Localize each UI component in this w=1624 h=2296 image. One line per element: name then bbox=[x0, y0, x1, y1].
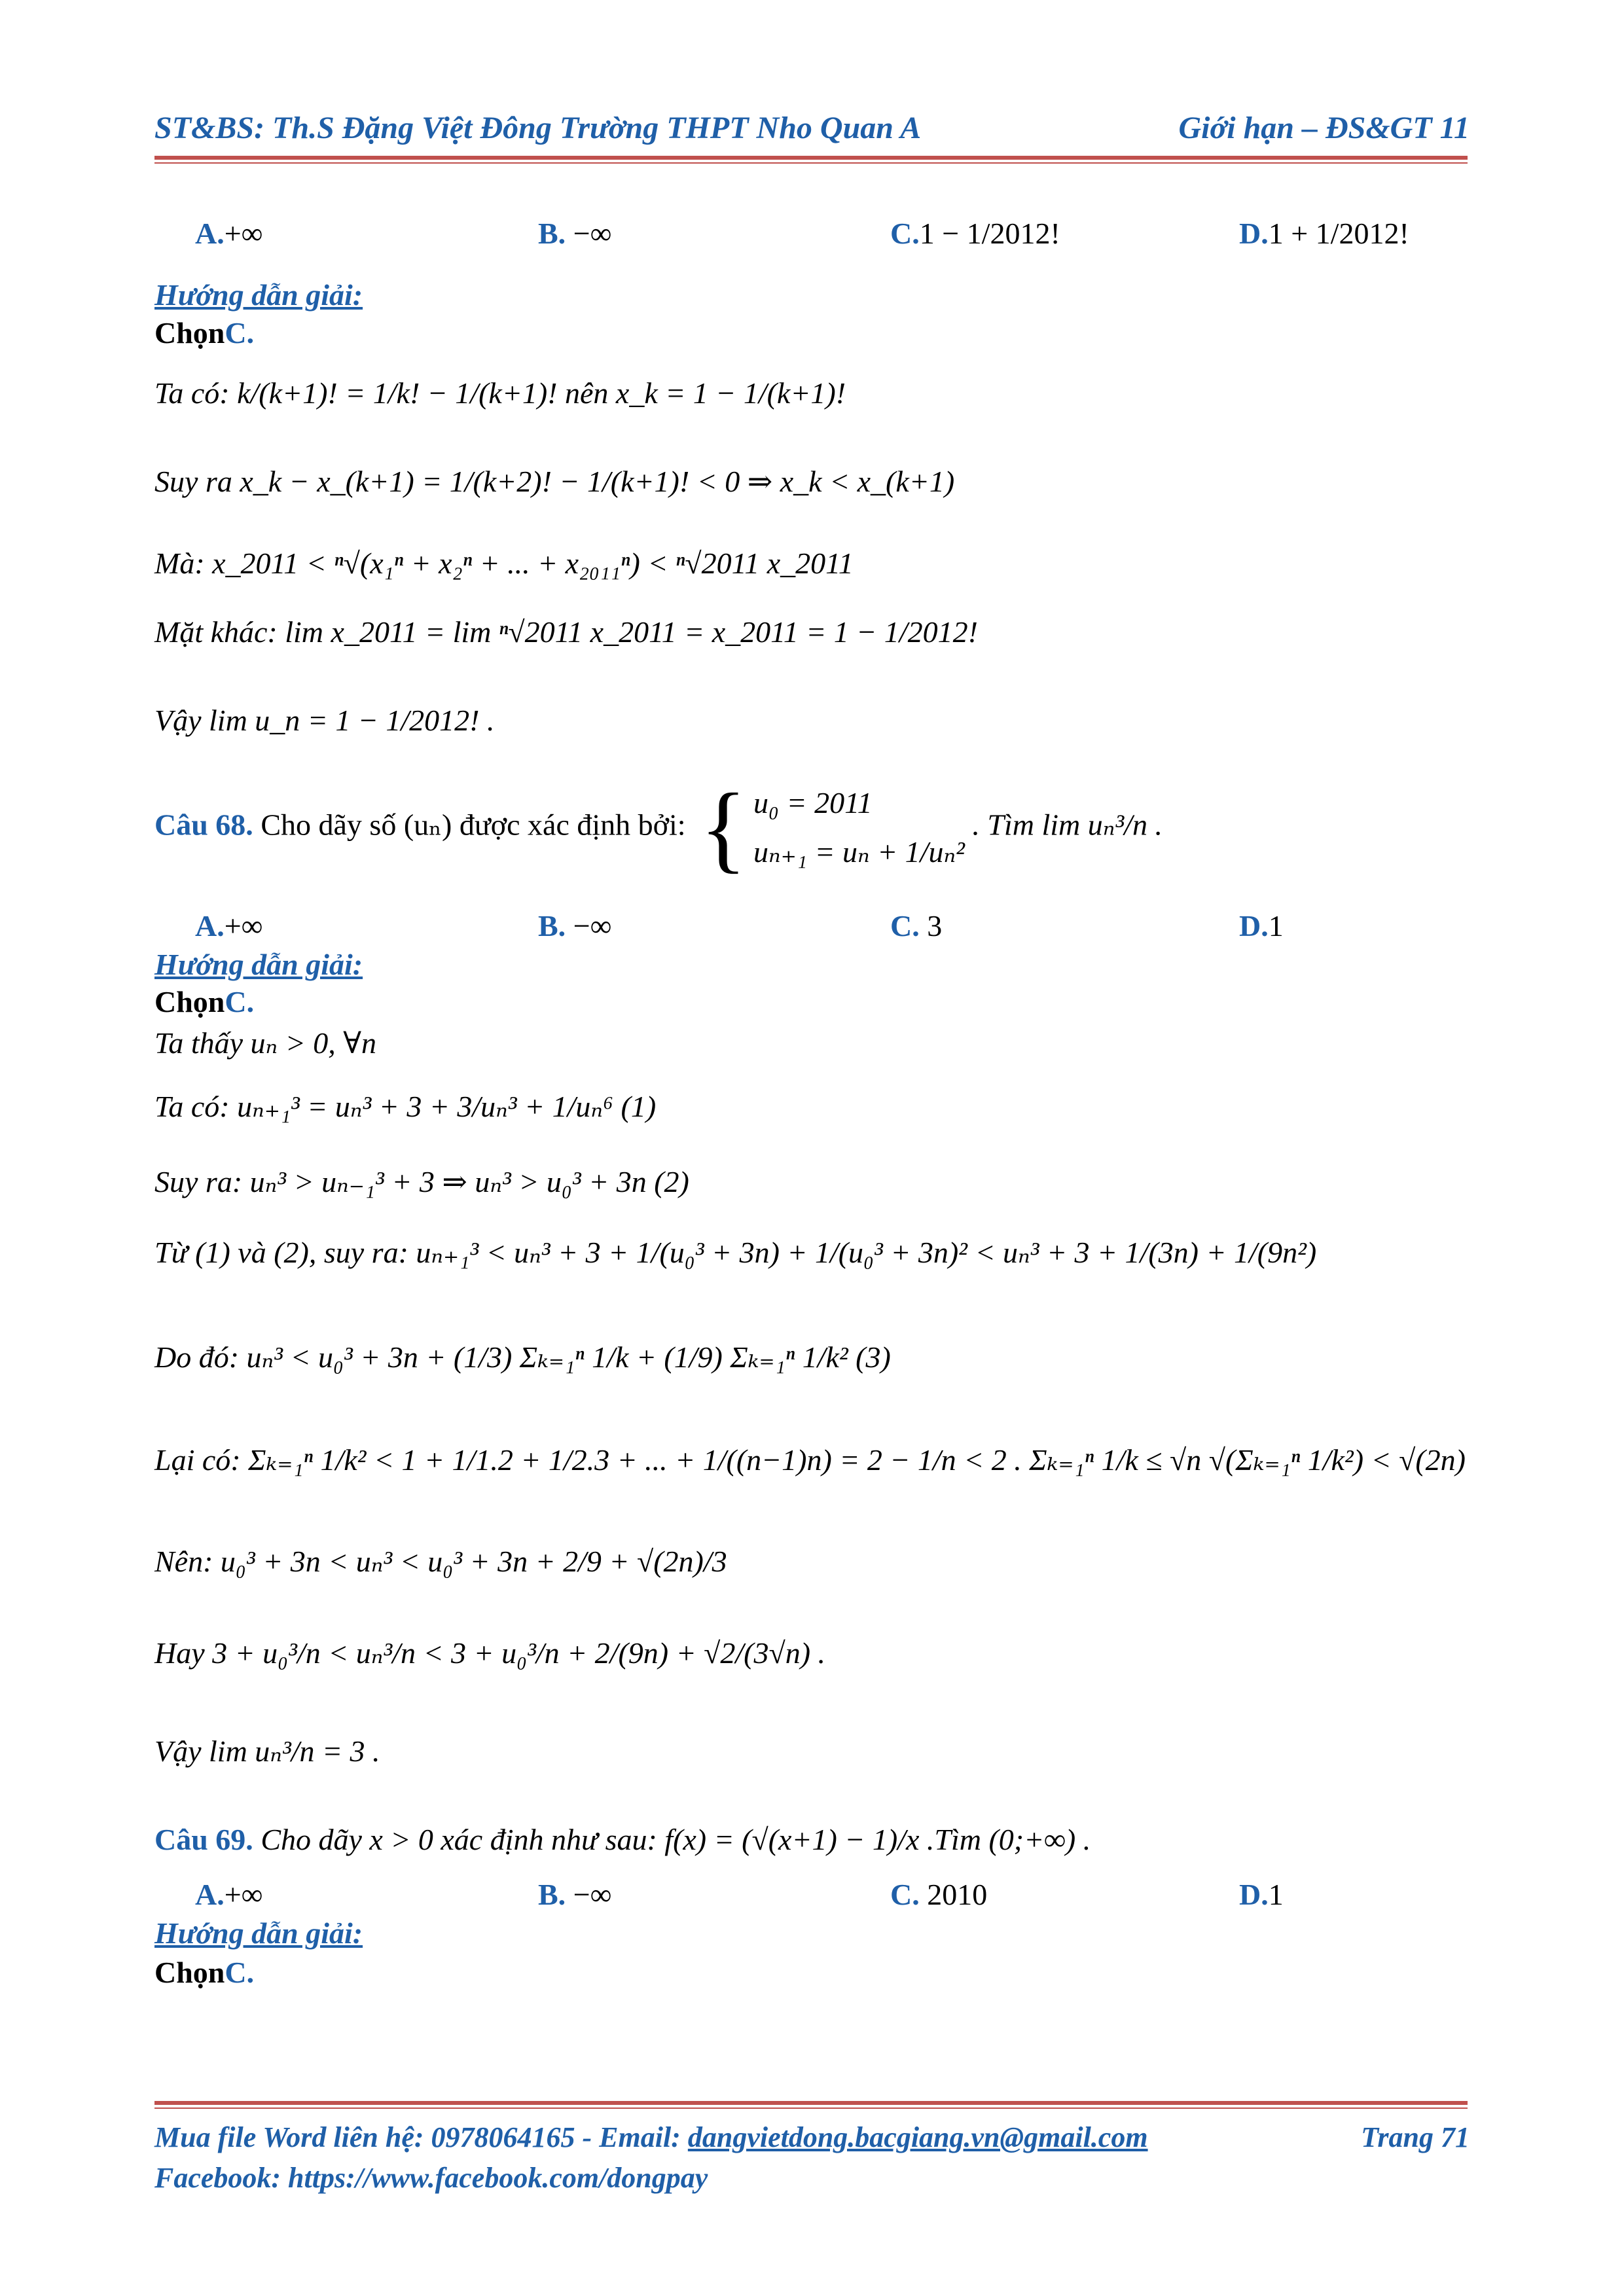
option-d bbox=[1239, 1877, 1284, 1912]
system-row: uₙ₊₁ = uₙ + 1/uₙ² bbox=[753, 835, 965, 869]
solution-line: Vậy lim u_n = 1 − 1/2012! . bbox=[154, 704, 495, 737]
option-label: A. bbox=[195, 909, 225, 942]
option-value: 3 bbox=[927, 909, 943, 942]
solution-line: Ta có: k/(k+1)! = 1/k! − 1/(k+1)! nên x_k = 1 − 1/(k+1)! bbox=[154, 376, 846, 410]
header-rule-thin bbox=[154, 162, 1468, 164]
option-a bbox=[195, 216, 262, 251]
solution-line: Ta thấy uₙ > 0, ∀n bbox=[154, 1026, 377, 1060]
solution-line: Mà: x_2011 < ⁿ√(x₁ⁿ + x₂ⁿ + ... + x₂₀₁₁ⁿ) < ⁿ√2011 x_2011 bbox=[154, 547, 854, 580]
solution-line: Vậy lim uₙ³/n = 3 . bbox=[154, 1734, 380, 1768]
question-text: Cho dãy x > 0 xác định như sau: f(x) = (√(x+1) − 1)/x .Tìm (0;+∞) . bbox=[261, 1823, 1091, 1856]
header-chapter: Giới hạn – ĐS&GT 11 bbox=[1178, 111, 1470, 145]
option-value: −∞ bbox=[573, 217, 612, 250]
option-label: B. bbox=[538, 217, 566, 250]
option-label: A. bbox=[195, 1878, 225, 1911]
option-label: D. bbox=[1239, 1878, 1269, 1911]
solution-line: Nên: u₀³ + 3n < uₙ³ < u₀³ + 3n + 2/9 + √(2n)/3 bbox=[154, 1545, 727, 1578]
option-value: +∞ bbox=[224, 217, 263, 250]
footer-rule-thin bbox=[154, 2108, 1468, 2109]
option-label: C. bbox=[890, 217, 920, 250]
choose-answer: ChọnC. bbox=[154, 316, 255, 350]
option-label: C. bbox=[890, 1878, 920, 1911]
question-69 bbox=[154, 1823, 1091, 1857]
option-label: C. bbox=[890, 909, 920, 942]
solution-line: Hay 3 + u₀³/n < uₙ³/n < 3 + u₀³/n + 2/(9n) + √2/(3√n) . bbox=[154, 1636, 826, 1670]
option-label: B. bbox=[538, 909, 566, 942]
brace-icon: { bbox=[700, 774, 748, 882]
footer-rule bbox=[154, 2101, 1468, 2105]
page-number: Trang 71 bbox=[1361, 2121, 1470, 2153]
solution-line: Từ (1) và (2), suy ra: uₙ₊₁³ < uₙ³ + 3 + 1/(u₀³ + 3n) + 1/(u₀³ + 3n)² < uₙ³ + 3 + 1/(3n) + 1/(9n²) bbox=[154, 1236, 1317, 1269]
system-row: u₀ = 2011 bbox=[753, 786, 873, 820]
solution-heading: Hướng dẫn giải: bbox=[154, 948, 363, 981]
option-c bbox=[890, 1877, 987, 1912]
option-c bbox=[890, 216, 1060, 251]
solution-heading: Hướng dẫn giải: bbox=[154, 1916, 363, 1950]
footer-contact-text: Mua file Word liên hệ: 0978064165 - Email: bbox=[154, 2121, 688, 2153]
option-label: D. bbox=[1239, 217, 1269, 250]
option-a bbox=[195, 908, 262, 943]
option-value: −∞ bbox=[573, 1878, 612, 1911]
option-value: +∞ bbox=[224, 909, 263, 942]
option-c bbox=[890, 908, 942, 943]
option-value: 1 + 1/2012! bbox=[1268, 217, 1409, 250]
option-label: B. bbox=[538, 1878, 566, 1911]
option-d bbox=[1239, 216, 1409, 251]
solution-line: Mặt khác: lim x_2011 = lim ⁿ√2011 x_2011 = x_2011 = 1 − 1/2012! bbox=[154, 615, 978, 649]
option-value: 1 bbox=[1268, 1878, 1284, 1911]
footer-facebook-link[interactable]: Facebook: https://www.facebook.com/dongpay bbox=[154, 2162, 708, 2194]
option-value: 2010 bbox=[927, 1878, 988, 1911]
solution-line: Lại có: Σₖ₌₁ⁿ 1/k² < 1 + 1/1.2 + 1/2.3 + ... + 1/((n−1)n) = 2 − 1/n < 2 . Σₖ₌₁ⁿ 1/k ≤ √n √(Σₖ₌₁ⁿ 1/k²) < √(2n) bbox=[154, 1443, 1466, 1477]
recurrence-system bbox=[700, 774, 965, 882]
solution-heading: Hướng dẫn giải: bbox=[154, 278, 363, 312]
question-label: Câu 68. bbox=[154, 808, 253, 842]
footer-contact bbox=[154, 2121, 1148, 2154]
choose-answer: ChọnC. bbox=[154, 1956, 255, 1989]
solution-line: Ta có: uₙ₊₁³ = uₙ³ + 3 + 3/uₙ³ + 1/uₙ⁶ (1) bbox=[154, 1090, 657, 1123]
header-rule bbox=[154, 156, 1468, 160]
solution-line: Suy ra: uₙ³ > uₙ₋₁³ + 3 ⇒ uₙ³ > u₀³ + 3n (2) bbox=[154, 1165, 689, 1198]
question-label: Câu 69. bbox=[154, 1823, 253, 1856]
question-68 bbox=[154, 774, 1163, 882]
header-title: ST&BS: Th.S Đặng Việt Đông Trường THPT Nho Quan A bbox=[154, 111, 922, 145]
choose-answer: ChọnC. bbox=[154, 985, 255, 1018]
option-b bbox=[538, 908, 611, 943]
question-tail: . Tìm lim uₙ³/n . bbox=[972, 808, 1163, 842]
option-value: 1 bbox=[1268, 909, 1284, 942]
option-value: −∞ bbox=[573, 909, 612, 942]
option-value: 1 − 1/2012! bbox=[919, 217, 1060, 250]
solution-line: Do đó: uₙ³ < u₀³ + 3n + (1/3) Σₖ₌₁ⁿ 1/k + (1/9) Σₖ₌₁ⁿ 1/k² (3) bbox=[154, 1340, 891, 1374]
option-b bbox=[538, 216, 611, 251]
option-a bbox=[195, 1877, 262, 1912]
question-text: Cho dãy số (uₙ) được xác định bởi: bbox=[261, 808, 686, 842]
option-d bbox=[1239, 908, 1284, 943]
solution-line: Suy ra x_k − x_(k+1) = 1/(k+2)! − 1/(k+1)! < 0 ⇒ x_k < x_(k+1) bbox=[154, 465, 955, 498]
option-label: A. bbox=[195, 217, 225, 250]
option-label: D. bbox=[1239, 909, 1269, 942]
footer-email-link[interactable]: dangvietdong.bacgiang.vn@gmail.com bbox=[687, 2121, 1148, 2153]
option-value: +∞ bbox=[224, 1878, 263, 1911]
option-b bbox=[538, 1877, 611, 1912]
